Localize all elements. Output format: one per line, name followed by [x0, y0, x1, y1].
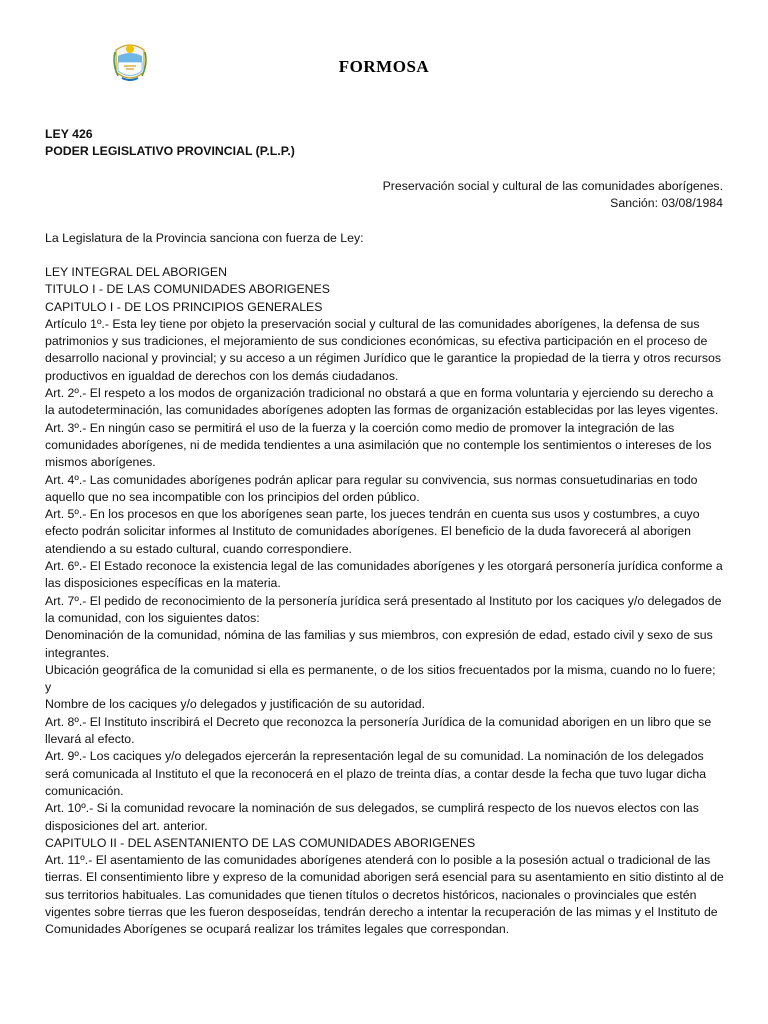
article-5: Art. 5º.- En los procesos en que los aborígenes sean parte, los jueces tendrán en cuenta sus usos y costumbres, a cuyo efecto podrán solicitar informes al Instituto de comunidades aborígenes. El beneficio de la duda favorecerá al aborigen atendiendo a su estado cultural, cuando correspondiere.: [45, 507, 700, 556]
law-body: [45, 264, 725, 939]
law-summary: [383, 178, 723, 212]
law-subject: Preservación social y cultural de las comunidades aborígenes.: [382, 179, 723, 193]
page-title: FORMOSA: [338, 57, 430, 76]
article-3: Art. 3º.- En ningún caso se permitirá el uso de la fuerza y la coerción como medio de promover la integración de las comunidades aborígenes, ni de medida tendientes a una asimilación que no contemple los sentimientos o intereses de los mismos aborígenes.: [45, 420, 712, 470]
article-11: Art. 11º.- El asentamiento de las comunidades aborígenes atenderá con lo posible a la posesión actual o tradicional de las tierras. El consentimiento libre y expreso de la comunidad aborigen será esencial para su asentamiento en sitio distinto al de sus territorios habituales. Las comunidades que tienen títulos o decretos históricos, nacionales o provinciales que estén vigentes sobre tierras que les fueron desposeídas, tendrán derecho a intentar la recuperación de las mimas y el Instituto de Comunidades Aborígenes se ocupará realizar los trámites legales que correspondan.: [45, 853, 724, 937]
law-sanction-date: Sanción: 03/08/1984: [610, 196, 723, 210]
law-number: LEY 426: [45, 127, 93, 141]
article-6: Art. 6º.- El Estado reconoce la existencia legal de las comunidades aborígenes y les otorgará personería jurídica conforme a las disposiciones específicas en la materia.: [45, 559, 723, 591]
chapter-heading: CAPITULO I - DE LOS PRINCIPIOS GENERALES: [45, 299, 323, 314]
article-7-item-1: Denominación de la comunidad, nómina de las familias y sus miembros, con expresión de edad, estado civil y sexo de sus integrantes.: [45, 628, 713, 660]
article-1: Artículo 1º.- Esta ley tiene por objeto la preservación social y cultural de las comunidades aborígenes, la defensa de sus patrimonios y sus tradiciones, el mejoramiento de sus condiciones económicas, su efectiva participación en el proceso de desarrollo nacional y provincial; y su acceso a un régimen Jurídico que le garantice la propiedad de la tierra y otros recursos productivos en igualdad de derechos con los demás ciudadanos.: [45, 316, 722, 383]
title-heading: TITULO I - DE LAS COMUNIDADES ABORIGENES: [45, 282, 330, 297]
article-4: Art. 4º.- Las comunidades aborígenes podrán aplicar para regular su convivencia, sus normas consuetudinarias en todo aquello que no sea incompatible con los principios del orden público.: [45, 472, 698, 504]
law-issuer: PODER LEGISLATIVO PROVINCIAL (P.L.P.): [45, 144, 295, 158]
article-10: Art. 10º.- Si la comunidad revocare la nominación de sus delegados, se cumplirá respecto de los nuevos electos con las disposiciones del art. anterior.: [45, 801, 699, 833]
law-heading: [45, 126, 295, 160]
article-9: Art. 9º.- Los caciques y/o delegados ejercerán la representación legal de su comunidad. La nominación de los delegados será comunicada al Instituto el que la reconocerá en el plazo de treinta días, a contar desde la fecha que tuvo lugar dicha comunicación.: [45, 749, 707, 798]
article-7-item-2: Ubicación geográfica de la comunidad si ella es permanente, o de los sitios frecuentados por la misma, cuando no lo fuere; y: [45, 662, 716, 695]
article-2: Art. 2º.- El respeto a los modos de organización tradicional no obstará a que en forma voluntaria y ejerciendo su derecho a la autodeterminación, las comunidades aborígenes adopten las formas de organización establecidas por las leyes vigentes.: [45, 386, 719, 418]
chapter-heading-2: CAPITULO II - DEL ASENTANIENTO DE LAS COMUNIDADES ABORIGENES: [45, 835, 476, 850]
page-header: [0, 38, 768, 98]
article-8: Art. 8º.- El Instituto inscribirá el Decreto que reconozca la personería Jurídica de la comunidad aborigen en un libro que se llevará al efecto.: [45, 714, 712, 747]
article-7: Art. 7º.- El pedido de reconocimiento de la personería jurídica será presentado al Instituto por los caciques y/o delegados de la comunidad, con los siguientes datos:: [45, 593, 722, 625]
law-title: LEY INTEGRAL DEL ABORIGEN: [45, 265, 228, 279]
article-7-item-3: Nombre de los caciques y/o delegados y justificación de su autoridad.: [45, 697, 426, 712]
enactment-clause: La Legislatura de la Provincia sanciona con fuerza de Ley:: [45, 231, 364, 245]
